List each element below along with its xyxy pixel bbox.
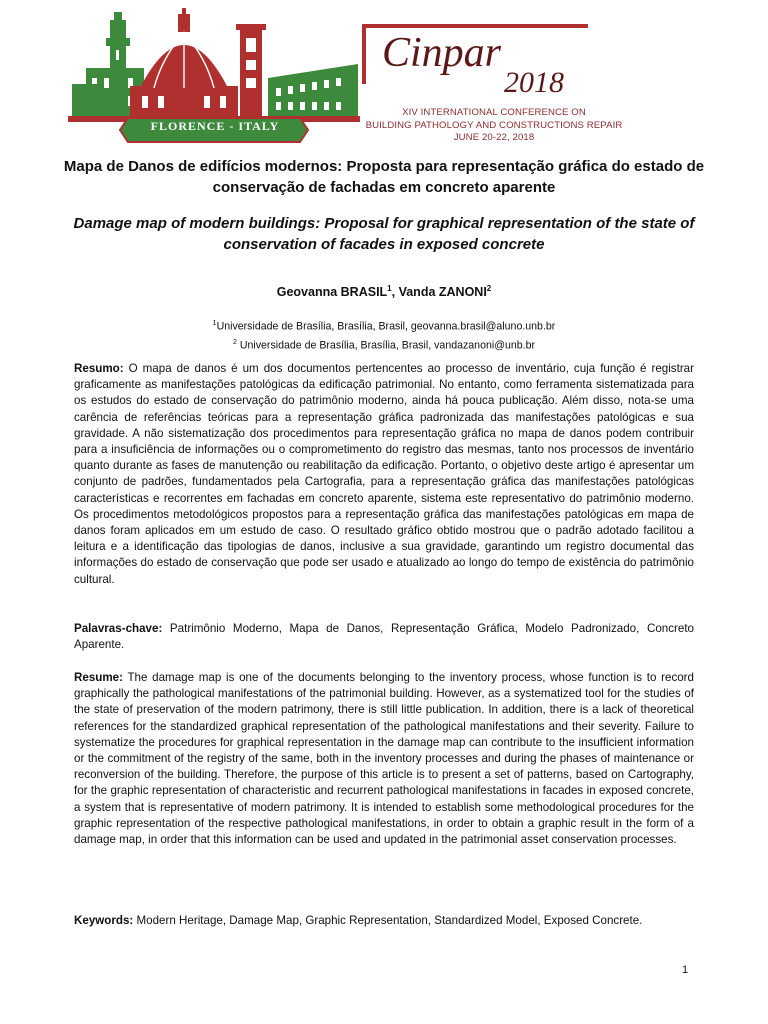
affiliation-2-text: Universidade de Brasília, Brasília, Brasil, vandazanoni@unb.br — [236, 339, 536, 352]
logo-year: 2018 — [504, 66, 564, 99]
campanile-tower-icon — [236, 24, 266, 120]
affiliations — [0, 316, 768, 353]
conference-line-3: JUNE 20-22, 2018 — [453, 132, 535, 143]
abstract-pt-text: O mapa de danos é um dos documentos pertencentes ao processo de inventário, cuja função é registrar graficamente as manifestações patológicas da edificação patrimonial. No entanto, como ferramenta sistematizada para os estudos do estado de conservação do patrimônio moderno, ainda há pouca publicação. Além disso, nota-se uma carência de referências teóricas para a representação gráfica padronizada das manifestações patológicas e sua gravidade. A não sistematização dos procedimentos para representação gráfica no mapa de danos podem contribuir para a insuficiência de informações ou o comprometimento do registro das mesmas, tanto nos processos de inventário quanto durante as fases de manutenção ou reabilitação da edificação. Portanto, o objetivo deste artigo é apresentar um conjunto de padrões, fundamentados pela Cartografia, para a representação gráfica das manifestações patológicas características e recorrentes em fachadas em concreto aparente, sistema este representativo do patrimônio moderno. Os procedimentos metodológicos propostos para a representação gráfica das manifestações patológicas em mapa de danos foram aplicados em um estudo de caso. O resultado gráfico obtido mostrou que o padrão adotado facilitou a leitura e a identificação das tipologias de danos, inclusive a sua gravidade, garantindo um registro documental das informações do estado de conservação que pode ser usado e atualizado ao longo do tempo de existência do patrimônio cultural. — [74, 362, 694, 586]
conference-line-1: XIV INTERNATIONAL CONFERENCE ON — [402, 107, 586, 118]
logo-wordmark: Cinpar — [382, 30, 502, 76]
author-1-affil-mark: 1 — [387, 284, 392, 293]
author-2-name: Vanda ZANONI — [398, 285, 487, 300]
author-2-affil-mark: 2 — [486, 284, 492, 293]
abstract-portuguese — [74, 361, 694, 588]
banner-location-label: FLORENCE - ITALY — [150, 119, 280, 133]
cinpar-2018-logo — [356, 22, 596, 102]
paper-title-english: Damage map of modern buildings: Proposal for graphical representation of the state of conservation of facades in exposed concrete — [73, 215, 695, 253]
abstract-english — [74, 670, 694, 848]
keywords-pt-text: Patrimônio Moderno, Mapa de Danos, Representação Gráfica, Modelo Padronizado, Concreto Aparente. — [74, 622, 694, 652]
keywords-portuguese — [74, 621, 694, 653]
author-separator: , — [391, 285, 399, 300]
affiliation-1-text: Universidade de Brasília, Brasília, Brasil, geovanna.brasil@aluno.unb.br — [216, 320, 556, 333]
conference-info — [364, 107, 624, 145]
conference-header — [0, 0, 768, 150]
abstract-en-text: The damage map is one of the documents belonging to the inventory process, whose function is to record graphically the pathological manifestations of the patrimonial building. However, as a systematized tool for the studies of the state of preservation of the modern patrimony, there is still little publication. In addition, there is a lack of theoretical references for the standardized graphical representation of the pathological manifestations and their severity. Failure to systematize the procedures for graphical representation in the damage map can contribute to the insufficient information or the commitment of the registry of the same, both in the inventory processes and during the phases of maintenance or reconversion of the building. Therefore, the purpose of this article is to present a set of patterns, based on Cartography, for the graphic representation of characteristic and recurrent pathological manifestations in facades in exposed concrete, a system that is representative of modern patrimony. It is intended to establish some methodological procedures for the graphic representation of the respective pathological manifestations, in order to obtain a graphic result in the form of a damage map, in order that this information can be used and updated in the patrimonial asset conservation processes. — [74, 671, 694, 847]
conference-line-2: BUILDING PATHOLOGY AND CONSTRUCTIONS REPAIR — [365, 119, 623, 131]
affiliation-2-mark: 2 — [232, 338, 237, 346]
author-1-name: Geovanna BRASIL — [276, 285, 388, 300]
keywords-en-text: Modern Heritage, Damage Map, Graphic Representation, Standardized Model, Exposed Concrete. — [133, 914, 643, 927]
keywords-english — [74, 913, 694, 929]
keywords-en-label: Keywords: — [74, 914, 134, 927]
author-line — [0, 284, 768, 299]
affiliation-1 — [0, 316, 768, 335]
duomo-dome-icon — [130, 8, 238, 120]
abstract-en-label: Resume: — [74, 671, 123, 684]
affiliation-2 — [0, 335, 768, 354]
affiliation-1-mark: 1 — [212, 320, 217, 327]
abstract-pt-label: Resumo: — [74, 362, 124, 375]
page-number: 1 — [682, 964, 689, 976]
paper-title-portuguese: Mapa de Danos de edifícios modernos: Proposta para representação gráfica do estado de conservação de fachadas em concreto aparente — [63, 158, 705, 196]
keywords-pt-label: Palavras-chave: — [74, 622, 163, 635]
